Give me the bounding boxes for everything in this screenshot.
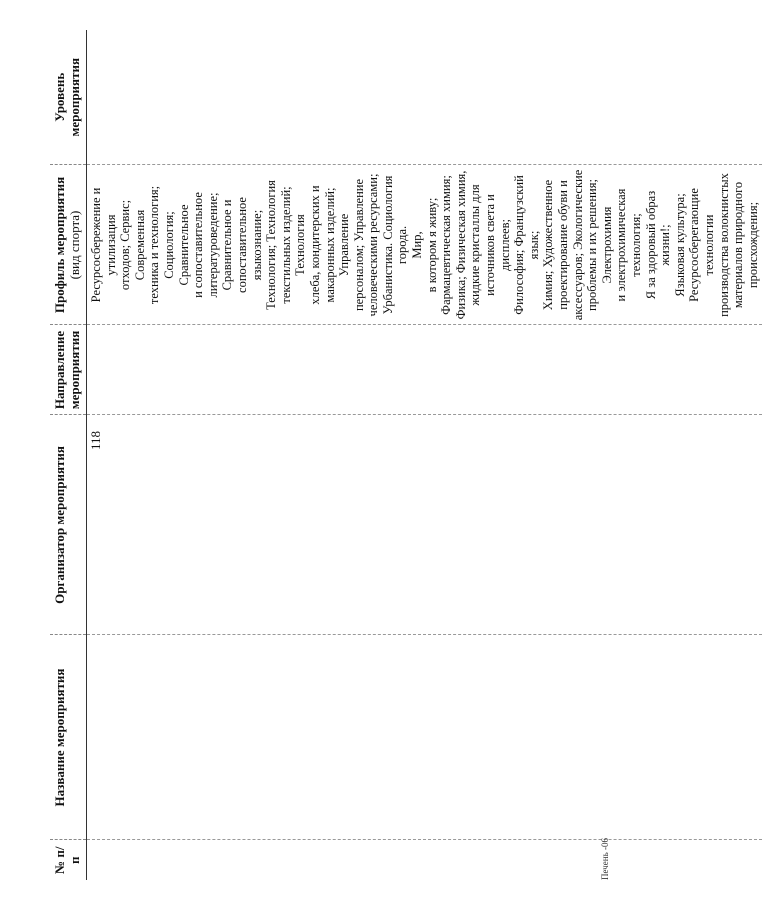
- profile-line: литературоведение;: [205, 192, 220, 298]
- profile-line: Фармацевтическая химия;: [439, 175, 454, 315]
- cell-direction: [87, 325, 762, 415]
- profile-line: проектирование обуви и: [556, 180, 570, 310]
- profile-line: хлеба, кондитерских и: [307, 185, 322, 305]
- profile-line: аксессуаров; Экологические: [570, 169, 585, 321]
- header-organizer: Организатор мероприятия: [50, 415, 87, 635]
- profile-line: персоналом; Управление: [351, 178, 366, 312]
- profile-line: Языковая культура;: [672, 193, 687, 297]
- profile-line: человеческими ресурсами;: [366, 173, 381, 317]
- profile-line: сопоставительное языкознание;: [234, 197, 264, 293]
- profile-line: Мир,: [410, 231, 425, 259]
- profile-line: происхождения;: [745, 201, 760, 289]
- table-header-row: [50, 30, 87, 880]
- profile-line: источников света и дисплеев;: [483, 194, 512, 296]
- page-number: 118: [88, 430, 103, 450]
- profile-line: техника и технология;: [147, 185, 162, 305]
- profile-line: Урбанистика. Социология города.: [380, 175, 410, 315]
- cell-level: [87, 30, 762, 165]
- header-num: № п/п: [50, 840, 87, 880]
- cell-num: [87, 840, 762, 880]
- profile-line: Ресурсосбережение и утилизация: [89, 187, 118, 303]
- profile-line: и электрохимическая технология;: [614, 188, 643, 302]
- cell-name: [87, 635, 762, 840]
- header-profile-subtitle: (вид спорта): [67, 210, 82, 280]
- profile-line: и сопоставительное: [191, 192, 206, 298]
- profile-line: материалов природного: [731, 181, 746, 309]
- header-profile-title: Профиль мероприятия: [52, 176, 67, 314]
- profile-line: макаронных изделий; Управление: [322, 187, 352, 303]
- profile-line: Физика; Физическая химия,: [453, 170, 468, 320]
- header-profile: [50, 165, 87, 325]
- profile-line: производства волокнистых: [716, 173, 731, 317]
- profile-line: Электрохимия: [599, 206, 614, 284]
- profile-line: Технология; Технология: [264, 180, 279, 310]
- profile-line: отходов; Сервис; Современная: [118, 199, 147, 291]
- header-level: Уровень мероприятия: [50, 30, 87, 165]
- profile-line: Философия; Французский язык;: [512, 175, 541, 315]
- profile-line: текстильных изделий; Технология: [278, 186, 308, 304]
- profile-line: Сравнительное и: [220, 199, 235, 291]
- header-name: Название мероприятия: [50, 635, 87, 840]
- footer-note: Печень -06: [600, 838, 610, 880]
- profile-line: Я за здоровый образ жизни!;: [643, 190, 673, 300]
- events-table-wrapper: [50, 30, 760, 880]
- header-direction: Направление мероприятия: [50, 325, 87, 415]
- cell-profile: [87, 165, 762, 325]
- profile-line: Химия; Художественное: [541, 179, 556, 311]
- profile-line: в котором я живу;: [424, 197, 439, 293]
- profile-line: Ресурсосберегающие технологии: [687, 188, 716, 302]
- table-row: [87, 30, 762, 880]
- profile-line: Социология; Сравнительное: [161, 204, 191, 286]
- profile-line: жидкие кристаллы для: [468, 184, 483, 306]
- events-table: [50, 30, 762, 880]
- cell-organizer: [87, 415, 762, 635]
- profile-line: проблемы и их решения;: [585, 179, 600, 311]
